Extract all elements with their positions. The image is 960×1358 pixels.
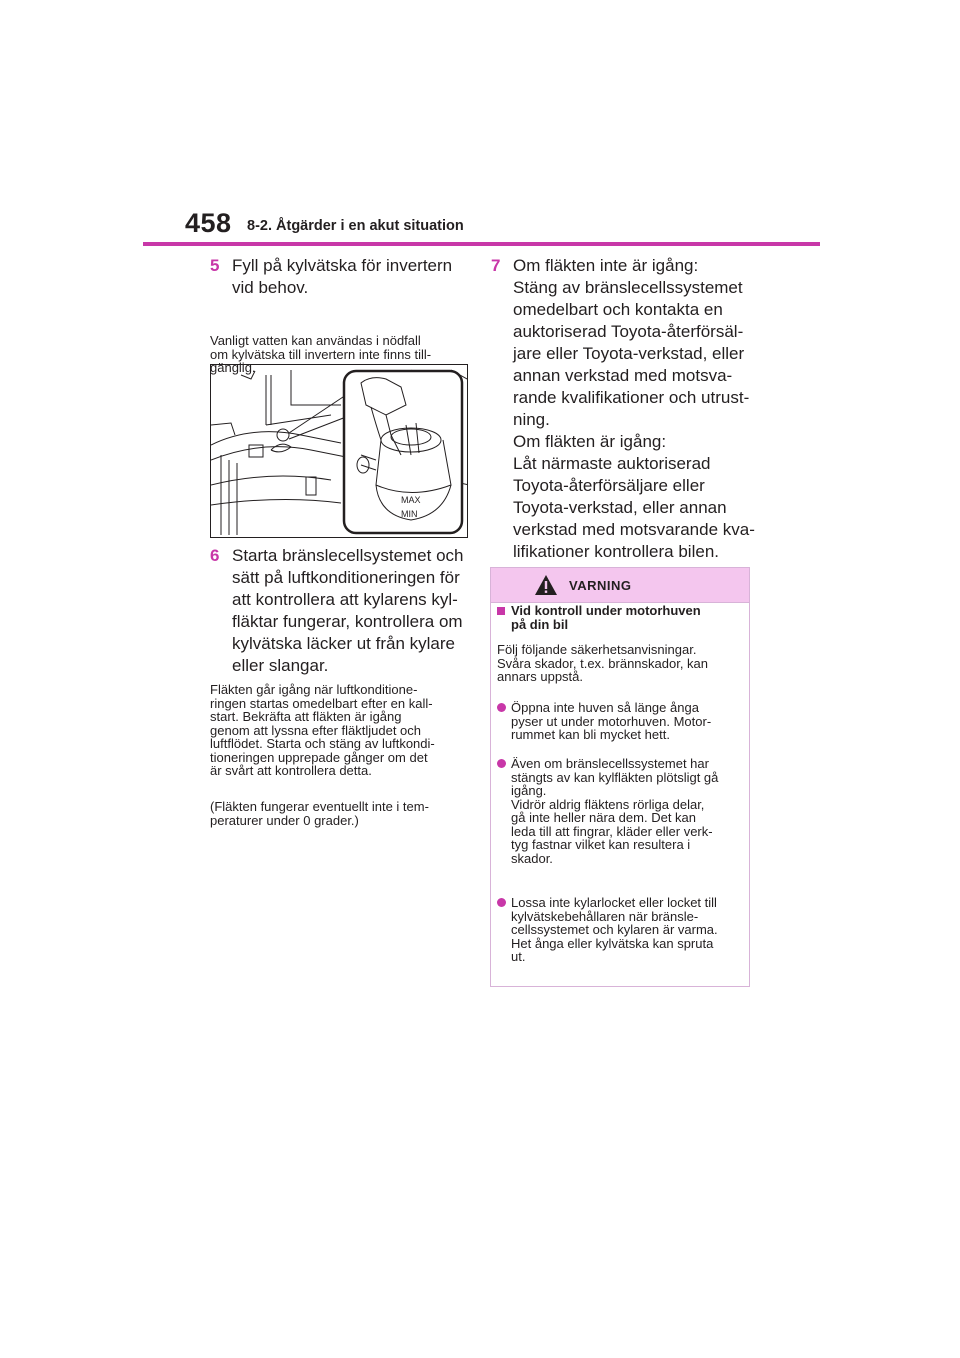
step-number: 7 [491, 256, 501, 275]
step-line: annan verkstad med motsva- [513, 366, 733, 385]
step-line: jare eller Toyota-verkstad, eller [513, 344, 745, 363]
bullet-line: Även om bränslecellssystemet har [511, 756, 709, 771]
section-title: 8-2. Åtgärder i en akut situation [247, 218, 464, 234]
bullet-line: igång. [511, 783, 547, 798]
warning-title: VARNING [569, 578, 632, 593]
warning-intro-line: Svåra skador, t.ex. brännskador, kan [497, 655, 709, 671]
bullet-line: rummet kan bli mycket hett. [511, 727, 670, 742]
step-line: lifikationer kontrollera bilen. [513, 542, 719, 561]
step-number: 5 [210, 256, 220, 275]
note-line: genom att lyssna efter fläktljudet och [210, 722, 422, 738]
warning-box [490, 567, 750, 987]
step-line: Stäng av bränslecellssystemet [513, 278, 743, 297]
bullet-icon [497, 703, 506, 712]
note-line: är svårt att kontrollera detta. [210, 763, 372, 778]
warning-heading [497, 604, 701, 631]
bullet-line: Vidrör aldrig fläktens rörliga delar, [511, 796, 705, 812]
tank-label-min: MIN [401, 509, 418, 519]
bullet-line: skador. [511, 850, 553, 866]
warning-intro-line: annars uppstå. [497, 669, 584, 684]
bullet-line: kylvätskebehållaren när bränsle- [511, 908, 699, 924]
warning-heading-line: Vid kontroll under motorhuven [511, 603, 701, 618]
warning-bullet [497, 896, 718, 964]
step-line: fläktar fungerar, kontrollera om [232, 612, 463, 631]
warning-intro-line: Följ följande säkerhetsanvisningar. [497, 642, 697, 657]
note-line: start. Bekräfta att fläkten är igång [210, 709, 402, 724]
step-7 [491, 255, 755, 563]
step-line: verkstad med motsvarande kva- [513, 520, 755, 539]
step-line: Om fläkten är igång: [513, 432, 667, 451]
bullet-line: Lossa inte kylarlocket eller locket till [511, 895, 717, 910]
step-line: kylvätska läcker ut från kylare [232, 634, 455, 653]
bullet-line: Het ånga eller kylvätska kan spruta [511, 935, 714, 951]
header-rule [143, 242, 820, 246]
step-line: omedelbart och kontakta en [513, 300, 723, 319]
engine-bay-icon [211, 365, 468, 538]
step-line: auktoriserad Toyota-återförsäl- [513, 322, 744, 341]
note-line: peraturer under 0 grader.) [210, 812, 359, 828]
note-line: Vanligt vatten kan användas i nödfall [210, 333, 421, 348]
bullet-line: tyg fastnar vilket kan resultera i [511, 837, 691, 852]
step-line: vid behov. [232, 278, 309, 297]
step-line: Toyota-återförsäljare eller [513, 476, 705, 495]
step-line: Toyota-verkstad, eller annan [513, 498, 727, 517]
warning-bullet [497, 757, 718, 865]
step-line: Om fläkten inte är igång: [513, 256, 699, 275]
coolant-reservoir-illustration [210, 364, 468, 538]
warning-triangle-icon [534, 574, 558, 596]
note-line: luftflödet. Starta och stäng av luftkondi- [210, 736, 435, 751]
note-line: tioneringen upprepade gånger om det [210, 749, 428, 765]
step-6-note-2 [210, 800, 429, 827]
bullet-line: leda till att fingrar, kläder eller verk- [511, 823, 713, 839]
step-5 [210, 255, 452, 299]
bullet-line: stängts av kan kylfläkten plötsligt gå [511, 769, 719, 785]
step-line: eller slangar. [232, 656, 329, 675]
tank-label-max: MAX [401, 495, 421, 505]
bullet-icon [497, 759, 506, 768]
note-line: gänglig. [210, 360, 256, 375]
step-line: ning. [513, 410, 550, 429]
step-number: 6 [210, 546, 220, 565]
note-line: om kylvätska till invertern inte finns till- [210, 346, 432, 362]
step-line: Låt närmaste auktoriserad [513, 454, 711, 473]
warning-bullet [497, 701, 711, 742]
note-line: (Fläkten fungerar eventuellt inte i tem- [210, 799, 429, 814]
step-line: rande kvalifikationer och utrust- [513, 388, 750, 407]
page-number: 458 [185, 208, 232, 238]
square-bullet-icon [497, 607, 505, 615]
step-line: Fyll på kylvätska för invertern [232, 256, 453, 275]
bullet-line: gå inte heller nära dem. Det kan [511, 810, 696, 825]
step-line: sätt på luftkonditioneringen för [232, 568, 460, 587]
step-line: Starta bränslecellsystemet och [232, 546, 464, 565]
step-6 [210, 545, 464, 677]
warning-header [491, 568, 749, 603]
warning-heading-line: på din bil [511, 616, 569, 632]
note-line: ringen startas omedelbart efter en kall- [210, 695, 433, 711]
warning-intro [497, 643, 708, 684]
step-line: att kontrollera att kylarens kyl- [232, 590, 458, 609]
bullet-icon [497, 898, 506, 907]
bullet-line: Öppna inte huven så länge ånga [511, 700, 699, 715]
note-line: Fläkten går igång när luftkonditione- [210, 682, 418, 697]
bullet-line: cellssystemet och kylaren är varma. [511, 922, 718, 937]
bullet-line: pyser ut under motorhuven. Motor- [511, 713, 712, 729]
bullet-line: ut. [511, 949, 526, 964]
step-6-note [210, 683, 435, 778]
